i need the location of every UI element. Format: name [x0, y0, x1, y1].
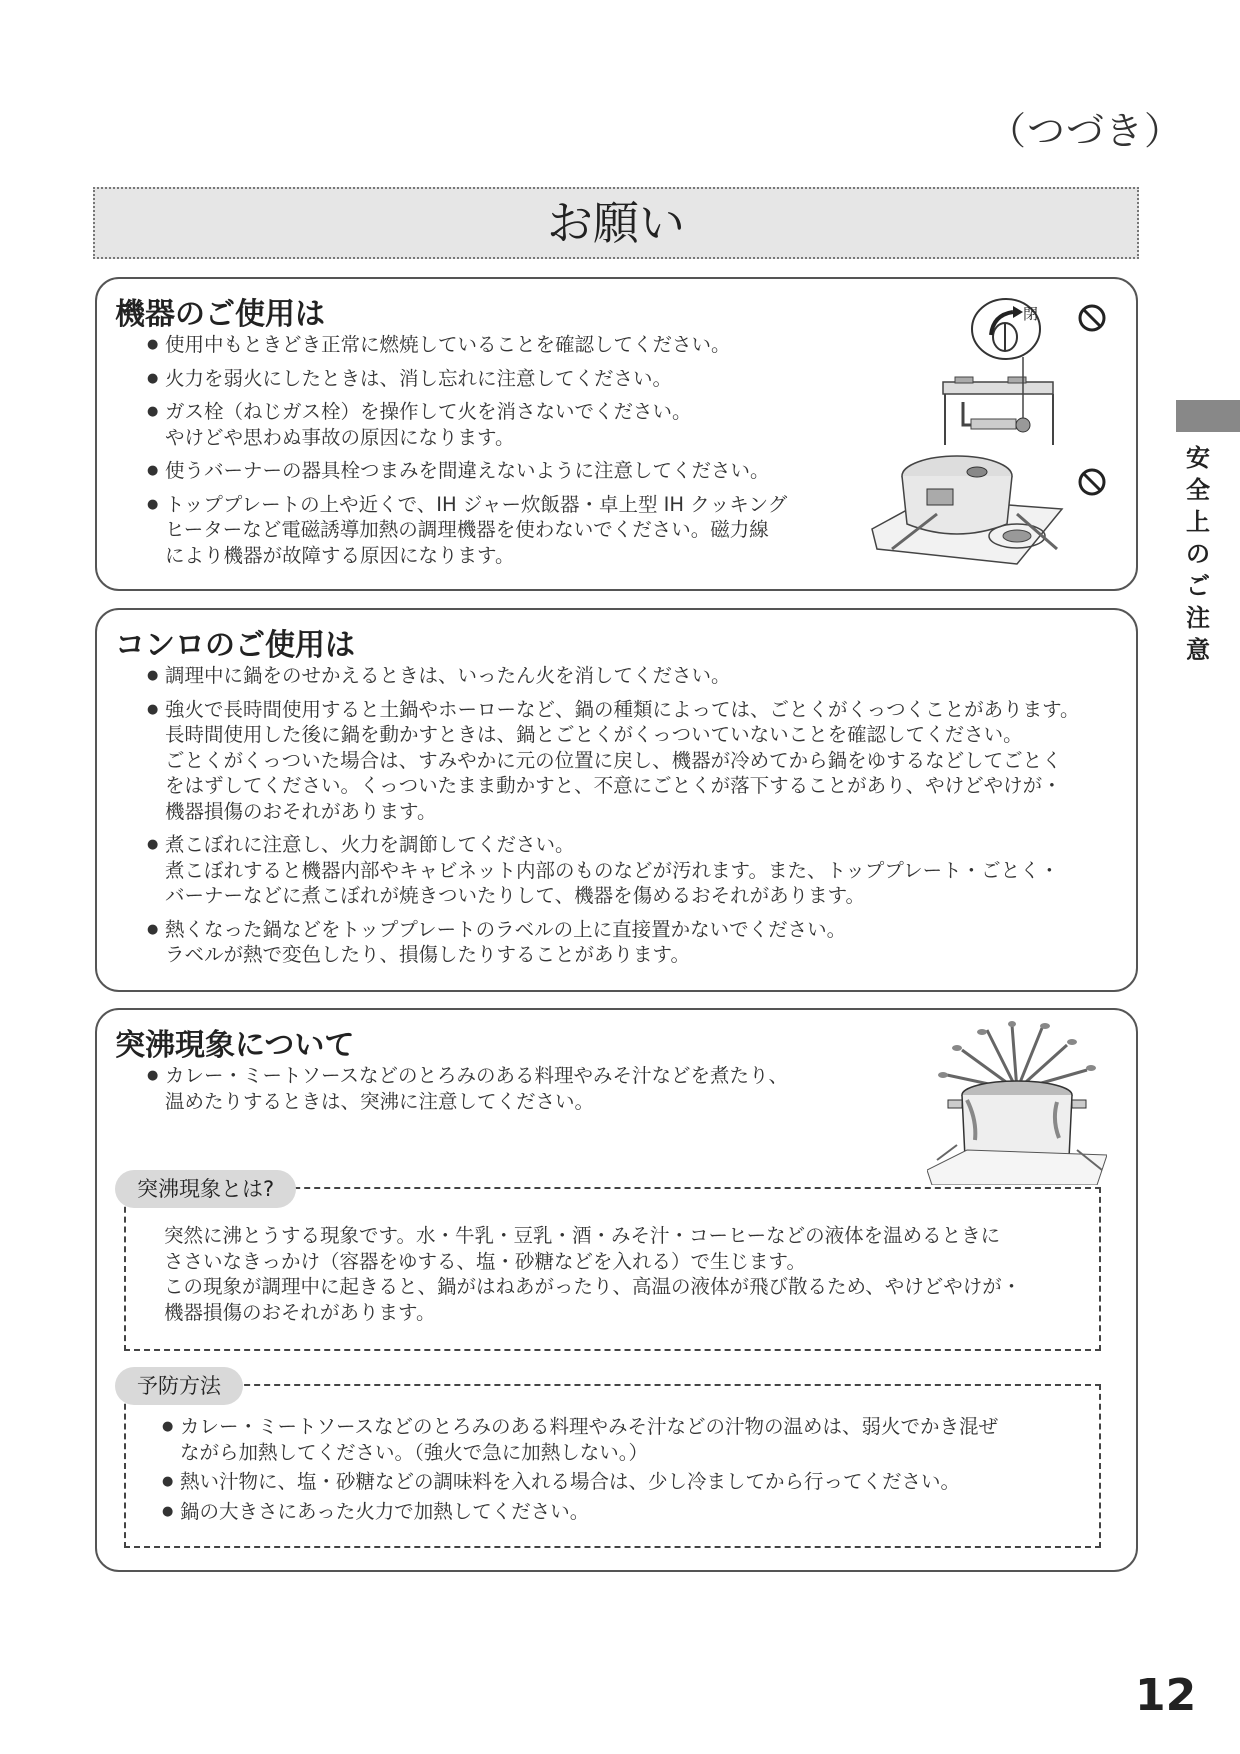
section-sudden-boiling-list: [149, 1063, 929, 1122]
prevention-tag: 予防方法: [115, 1367, 243, 1405]
section-stove-use: [95, 608, 1138, 992]
list-item: ● 強火で長時間使用すると土鍋やホーローなど、鍋の種類によっては、ごとくがくっつくことがあります。 長時間使用した後に鍋を動かすときは、鍋とごとくがくっついていないことを確認してください。 ごとくがくっついた場合は、すみやかに元の位置に戻し、機器が冷めてから鍋をゆするなどしてごとく をはずしてください。くっついたまま動かすと、不意にごとくが落下することがあり、やけどやけが・ 機器損傷のおそれがあります。: [149, 697, 1129, 825]
prevention-box: [124, 1384, 1101, 1548]
list-item: ● 煮こぼれに注意し、火力を調節してください。 煮こぼれすると機器内部やキャビネット内部のものなどが汚れます。また、トッププレート・ごとく・ バーナーなどに煮こぼれが焼きついたりして、機器を傷めるおそれがあります。: [149, 832, 1129, 909]
onegai-banner: [93, 187, 1139, 259]
section-stove-use-title: コンロのご使用は: [115, 628, 355, 663]
banner-title: お願い: [547, 196, 685, 250]
list-item: ● 使用中もときどき正常に燃焼していることを確認してください。: [149, 332, 919, 358]
list-item: ● カレー・ミートソースなどのとろみのある料理やみそ汁などを煮たり、 温めたりするときは、突沸に注意してください。: [149, 1063, 929, 1114]
continued-label: （つづき）: [988, 109, 1184, 153]
list-item: ● 熱い汁物に、塩・砂糖などの調味料を入れる場合は、少し冷ましてから行ってください。: [164, 1469, 1084, 1495]
side-chapter-tab: [1176, 400, 1240, 432]
section-equipment-use: [95, 277, 1138, 591]
list-item: ● ガス栓（ねじガス栓）を操作して火を消さないでください。 やけどや思わぬ事故の原因になります。: [149, 399, 919, 450]
sudden-boiling-definition-box: [124, 1187, 1101, 1351]
list-item: ● 使うバーナーの器具栓つまみを間違えないように注意してください。: [149, 458, 919, 484]
list-item: ● 調理中に鍋をのせかえるときは、いったん火を消してください。: [149, 663, 1129, 689]
section-sudden-boiling-title: 突沸現象について: [115, 1028, 355, 1063]
section-equipment-use-list: [149, 332, 919, 576]
list-item: ● カレー・ミートソースなどのとろみのある料理やみそ汁などの汁物の温めは、弱火でかき混ぜ ながら加熱してください。（強火で急に加熱しない。）: [164, 1414, 1084, 1465]
valve-close-label: 閉: [1023, 305, 1039, 323]
section-sudden-boiling: [95, 1008, 1138, 1572]
list-item: ● 熱くなった鍋などをトッププレートのラベルの上に直接置かないでください。 ラベルが熱で変色したり、損傷したりすることがあります。: [149, 917, 1129, 968]
rice-cooker-on-stove-illustration: [867, 454, 1067, 574]
boiling-pot-illustration: [927, 1020, 1107, 1185]
list-item: ● トッププレートの上や近くで、IH ジャー炊飯器・卓上型 IH クッキング ヒーターなど電磁誘導加熱の調理機器を使わないでください。磁力線 により機器が故障する原因になります。: [149, 492, 919, 569]
sudden-boiling-definition-text: 突然に沸とうする現象です。水・牛乳・豆乳・酒・みそ汁・コーヒーなどの液体を温めるときに ささいなきっかけ（容器をゆする、塩・砂糖などを入れる）で生じます。 この現象が調理中に起きると、鍋がはねあがったり、高温の液体が飛び散るため、やけどやけが・ 機器損傷のおそれがあります。: [164, 1224, 1022, 1324]
sudden-boiling-definition-tag: 突沸現象とは?: [115, 1170, 296, 1208]
prohibited-icon: [1077, 467, 1107, 497]
side-chapter-label: 安全上のご注意: [1186, 443, 1210, 664]
section-stove-use-list: [149, 663, 1129, 976]
prevention-list: [164, 1414, 1084, 1528]
gas-valve-illustration: [933, 297, 1063, 447]
page-number: 12: [1135, 1670, 1197, 1721]
prohibited-icon: [1077, 303, 1107, 333]
list-item: ● 鍋の大きさにあった火力で加熱してください。: [164, 1499, 1084, 1525]
list-item: ● 火力を弱火にしたときは、消し忘れに注意してください。: [149, 366, 919, 392]
section-equipment-use-title: 機器のご使用は: [115, 297, 325, 332]
